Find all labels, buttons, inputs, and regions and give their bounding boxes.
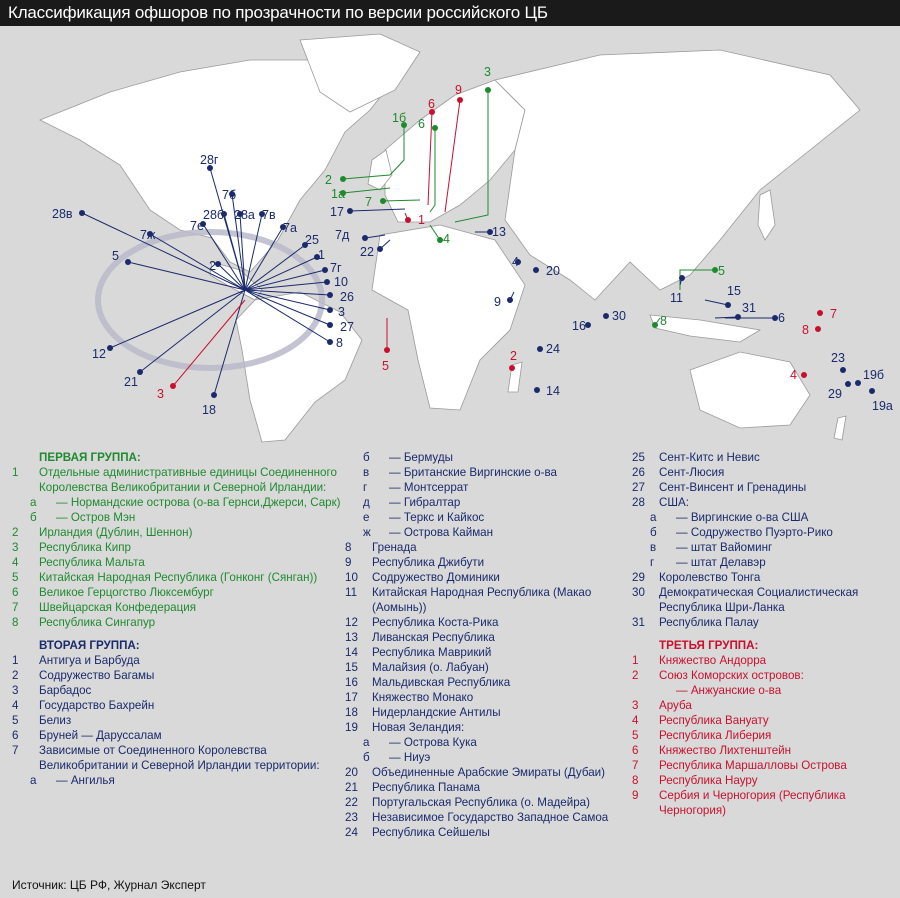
legend-item-number: 4 [12,699,19,712]
label-17: 17 [330,205,344,219]
legend-item-text: Ливанская Республика [372,631,495,644]
legend-item [632,585,900,615]
legend-item-number: 13 [345,631,358,644]
legend-item-number: 11 [345,586,358,599]
legend-item-number: 7 [12,601,19,614]
legend-item-number: 26 [632,466,645,479]
label-28a: 28а [234,208,255,222]
legend-item [345,525,635,540]
legend-item-text: Португальская Республика (о. Мадейра) [372,796,590,809]
legend-item-text: Великое Герцогство Люксембург [39,586,214,599]
land-australia [690,352,810,428]
page-title: Классификация офшоров по прозрачности по версии российского ЦБ [0,0,900,26]
legend-item [632,653,900,668]
legend-item [632,668,900,683]
label-14: 14 [546,384,560,398]
legend-item [12,510,342,525]
legend-item-number: 17 [345,691,358,704]
legend-item-number: 1 [632,654,639,667]
label-20: 20 [546,264,560,278]
label-22: 22 [360,245,374,259]
legend-item-text: — Британские Виргинские о-ва [389,466,557,479]
legend-item-number: в [363,466,370,479]
legend-item-number: 23 [345,811,358,824]
legend-item-text: Союз Коморских островов: [659,669,804,682]
legend-item-text: Антигуа и Барбуда [39,654,140,667]
label-5-belize: 5 [112,249,119,263]
legend-item-text: Княжество Андорра [659,654,767,667]
legend-item-text: Республика Палау [659,616,759,629]
label-5-liberia: 5 [382,359,389,373]
legend-item-text: Республика Вануату [659,714,769,727]
legend-item-text: Содружество Багамы [39,669,155,682]
legend-item-number: 18 [345,706,358,719]
legend-item [345,465,635,480]
legend-item-text: Гренада [372,541,417,554]
legend-item [345,555,635,570]
group2-list-end [632,450,900,630]
legend-item [632,683,900,698]
legend-item [12,570,342,585]
legend-item-text: Китайская Народная Республика (Гонконг (Сянган)) [39,571,318,584]
legend-item-number: 5 [12,571,19,584]
legend-item-number: 8 [345,541,352,554]
legend-item-text: Швейцарская Конфедерация [39,601,197,614]
legend-item [632,465,900,480]
legend-item-text: Новая Зеландия: [372,721,465,734]
label-3-aruba: 3 [157,387,164,401]
label-1-antigua: 1 [318,248,325,262]
label-7b: 7б [222,188,237,202]
legend-item-text: Республика Коста-Рика [372,616,499,629]
legend-item-number: г [650,556,655,569]
legend-item [345,825,635,840]
legend-item-number: 7 [632,759,639,772]
legend-item-number: 5 [632,729,639,742]
legend-item-text: Бруней — Даруссалам [39,729,162,742]
legend-item-number: б [650,526,657,539]
label-6-lux: 6 [418,117,425,131]
legend-item [632,570,900,585]
legend-item [345,765,635,780]
legend-item [632,555,900,570]
label-10: 10 [334,275,348,289]
legend-item [12,683,342,698]
legend-item-text: Государство Бахрейн [39,699,155,712]
legend-item-number: б [30,511,37,524]
label-30: 30 [612,309,626,323]
legend-item-number: 10 [345,571,358,584]
legend-item-text: — штат Делавэр [676,556,766,569]
legend-item-number: е [363,511,370,524]
label-28b: 28б [203,208,225,222]
legend-item-text: Белиз [39,714,72,727]
label-8-singapore: 8 [660,314,667,328]
group1-list [12,465,342,630]
legend-item-number: 31 [632,616,645,629]
legend-item-text: Княжество Лихтенштейн [659,744,792,757]
label-1b: 1б [392,111,407,125]
legend-item [345,720,635,735]
legend-item-text: — Острова Кайман [389,526,494,539]
land-japan [758,190,775,240]
label-7e: 7е [190,219,204,233]
legend-item-text: Аруба [659,699,692,712]
legend-item-number: 15 [345,661,358,674]
legend-item-number: 6 [632,744,639,757]
legend-item-number: 1 [12,654,19,667]
label-27: 27 [340,320,354,334]
legend-item-number: 9 [632,789,639,802]
legend-item [12,698,342,713]
legend-item [632,540,900,555]
legend-item-number: а [363,736,370,749]
legend-item-text: Сент-Винсент и Гренадины [659,481,807,494]
label-3-barbados: 3 [338,305,345,319]
legend-item [632,728,900,743]
label-9-djibouti: 9 [494,295,501,309]
legend-item-number: а [650,511,657,524]
label-9-montenegro: 9 [455,83,462,97]
legend-item-number: 4 [12,556,19,569]
legend-item-text: Республика Кипр [39,541,131,554]
legend-item [12,525,342,540]
label-7g: 7г [330,261,342,275]
legend-item-number: б [363,751,370,764]
legend-item-text: Королевство Тонга [659,571,761,584]
legend-item-text: Зависимые от Соединенного Королевства Великобритании и Северной Ирландии территории: [39,744,320,772]
legend-column-2 [345,450,635,840]
legend-item-number: 21 [345,781,358,794]
legend-item-text: Китайская Народная Республика (Макао (Аомынь)) [372,586,592,614]
legend-item-number: 7 [12,744,19,757]
legend-item-text: Княжество Монако [372,691,474,704]
legend-item-number: 19 [345,721,358,734]
legend-item-text: Независимое Государство Западное Самоа [372,811,609,824]
label-18: 18 [202,403,216,417]
legend-item-text: Барбадос [39,684,92,697]
legend-item-text: — Гибралтар [389,496,461,509]
legend-item [345,510,635,525]
legend-item [345,690,635,705]
legend-item-number: 30 [632,586,645,599]
group1-header: ПЕРВАЯ ГРУППА: [39,451,141,464]
legend-item [12,615,342,630]
legend-item [12,555,342,570]
label-31: 31 [742,301,756,315]
group3-header: ТРЕТЬЯ ГРУППА: [659,639,759,652]
legend-item [12,713,342,728]
legend-item-text: Республика Сингапур [39,616,156,629]
legend-item-number: 28 [632,496,645,509]
legend-item [12,585,342,600]
legend-item-number: 16 [345,676,358,689]
label-6-brunei: 6 [778,311,785,325]
legend-item-text: Республика Сейшелы [372,826,490,839]
legend-item [345,795,635,810]
legend-item [12,465,342,495]
legend-item-text: Республика Джибути [372,556,485,569]
legend-item-number: 9 [345,556,352,569]
legend-item [12,773,342,788]
legend-item [345,780,635,795]
legend-item-text: — Острова Кука [389,736,477,749]
legend-item-text: — штат Вайоминг [676,541,773,554]
legend-item [632,743,900,758]
legend-item [632,480,900,495]
label-1a: 1а [331,187,345,201]
label-3-cyprus: 3 [484,65,491,79]
legend-item [345,450,635,465]
legend-item [345,630,635,645]
legend-item [345,705,635,720]
legend-item [345,540,635,555]
legend-item-text: — Бермуды [389,451,453,464]
legend-item-text: — Анжуанские о-ва [676,684,782,697]
legend-item-number: б [363,451,370,464]
label-5-hongkong: 5 [718,264,725,278]
legend-item [632,615,900,630]
legend-item-text: США: [659,496,689,509]
legend-item-text: Республика Маврикий [372,646,492,659]
legend-item [12,540,342,555]
label-24: 24 [546,342,560,356]
legend-item [632,450,900,465]
legend-item-number: 6 [12,586,19,599]
label-26: 26 [340,290,354,304]
legend-item-text: Содружество Доминики [372,571,500,584]
legend-item-number: 14 [345,646,358,659]
label-12: 12 [92,347,106,361]
legend-item-text: Республика Панама [372,781,481,794]
legend-item-number: 1 [12,466,19,479]
legend-item-text: — Монтсеррат [389,481,469,494]
label-6-liechtenstein: 6 [428,97,435,111]
legend-item-text: Сербия и Черногория (Республика Черногория) [659,789,846,817]
label-29: 29 [828,387,842,401]
legend-item-number: 8 [12,616,19,629]
source-note: Источник: ЦБ РФ, Журнал Эксперт [12,878,206,892]
legend-item [345,750,635,765]
legend-item [632,525,900,540]
legend-item-number: 12 [345,616,358,629]
group2-list-continued [345,450,635,840]
legend-item-number: ж [363,526,371,539]
label-28v: 28в [52,207,73,221]
legend-item-number: д [363,496,370,509]
legend-item-text: Республика Маршалловы Острова [659,759,847,772]
legend-item-text: Отдельные административные единицы Соединенного Королевства Великобритании и Северной Ирландии: [39,466,337,494]
label-13: 13 [492,225,506,239]
label-8-grenada: 8 [336,336,343,350]
legend-item [632,758,900,773]
legend-item-text: Малайзия (о. Лабуан) [372,661,489,674]
legend-item-text: — Теркс и Кайкос [389,511,485,524]
legend-item-number: 29 [632,571,645,584]
legend-item-text: Мальдивская Республика [372,676,511,689]
legend-item [345,645,635,660]
legend-item [345,735,635,750]
legend-item-number: 6 [12,729,19,742]
legend-item-number: 22 [345,796,358,809]
label-11: 11 [670,291,683,305]
legend-item [632,698,900,713]
legend-item-text: Республика Мальта [39,556,145,569]
label-21: 21 [124,375,138,389]
label-19a: 19а [872,399,893,413]
label-2-ireland: 2 [325,173,332,187]
label-4-malta: 4 [443,232,450,246]
legend-item-number: г [363,481,368,494]
legend-item [345,495,635,510]
legend-item [345,570,635,585]
legend-item [632,495,900,510]
legend-item-text: — Остров Мэн [56,511,136,524]
label-16: 16 [572,319,586,333]
group2-list [12,653,342,788]
land-new-zealand [834,416,846,440]
legend-item-text: Сент-Люсия [659,466,725,479]
label-28g: 28г [200,153,219,167]
legend-item [632,773,900,788]
label-7d: 7д [335,228,350,242]
legend-item-text: — Ангилья [56,774,115,787]
legend-item [12,653,342,668]
label-2-comoros: 2 [510,349,517,363]
legend-item [12,668,342,683]
legend-item-text: — Содружество Пуэрто-Рико [676,526,833,539]
label-1-andorra: 1 [418,213,425,227]
label-8-nauru: 8 [802,323,809,337]
legend-item-text: Сент-Китс и Невис [659,451,760,464]
legend-item-text: — Ниуэ [389,751,431,764]
legend-item-text: Республика Науру [659,774,758,787]
label-7a: 7а [283,221,297,235]
land-asia [495,50,860,300]
legend-item-number: а [30,774,37,787]
legend-item-number: 4 [632,714,639,727]
label-23: 23 [831,351,845,365]
legend-item-text: Демократическая Социалистическая Республика Шри-Ланка [659,586,859,614]
label-7v: 7в [262,208,276,222]
leader-line-aruba [173,300,245,386]
group2-header: ВТОРАЯ ГРУППА: [39,639,140,652]
legend-item [345,585,635,615]
label-7zh: 7ж [140,228,156,242]
legend-item [345,480,635,495]
legend-item-text: Объединенные Арабские Эмираты (Дубаи) [372,766,605,779]
label-4-bahrain: 4 [512,255,519,269]
legend-column-1 [12,450,342,788]
label-15: 15 [727,284,741,298]
legend-item-number: 2 [632,669,639,682]
legend-item-number: 3 [632,699,639,712]
legend-item-text: Республика Либерия [659,729,772,742]
label-19b: 19б [863,368,885,382]
legend-item [345,660,635,675]
legend-item-number: 2 [12,669,19,682]
legend-item [345,810,635,825]
legend-item-number: 5 [12,714,19,727]
legend-item-number: 2 [12,526,19,539]
legend-column-3 [632,450,900,818]
label-7-marshall: 7 [830,307,837,321]
legend-item [12,600,342,615]
legend-item-text: Нидерландские Антилы [372,706,501,719]
legend-item-number: 20 [345,766,358,779]
group3-list [632,653,900,818]
legend-item [632,788,900,818]
land-africa [372,225,525,410]
label-2-bahamas: 2 [209,259,216,273]
legend-item [12,728,342,743]
legend-item-number: 27 [632,481,645,494]
legend-item-number: а [30,496,37,509]
label-7-swiss: 7 [365,195,372,209]
label-4-vanuatu: 4 [790,368,797,382]
legend-item-text: — Виргинские о-ва США [676,511,809,524]
legend-item-number: в [650,541,657,554]
legend-item-number: 3 [12,684,19,697]
legend-item-number: 8 [632,774,639,787]
legend-item-number: 24 [345,826,358,839]
legend-item-text: — Нормандские острова (о-ва Гернси,Джерси, Сарк) [56,496,341,509]
legend-item [632,713,900,728]
legend-item [12,743,342,773]
legend-item-number: 25 [632,451,645,464]
legend-item-number: 3 [12,541,19,554]
legend-item [345,615,635,630]
legend-item [632,510,900,525]
label-25: 25 [305,233,319,247]
legend-item-text: Ирландия (Дублин, Шеннон) [39,526,193,539]
legend-item [12,495,342,510]
legend-item [345,675,635,690]
world-map [0,26,900,446]
